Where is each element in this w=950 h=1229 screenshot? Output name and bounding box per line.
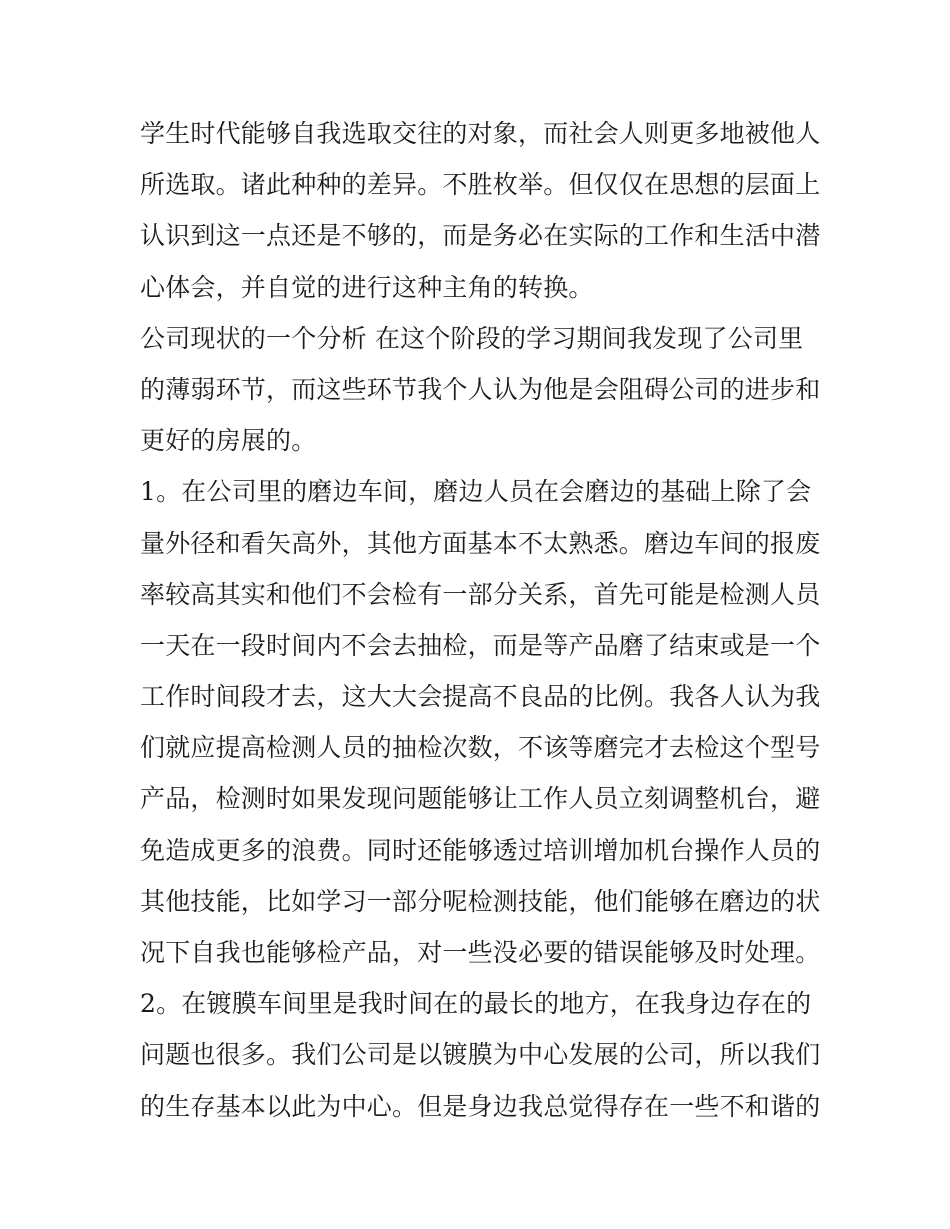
text-line-11: 一天在一段时间内不会去抽检，而是等产品磨了结束或是一个	[140, 630, 821, 660]
text-line-7: 更好的房展的。	[140, 426, 317, 456]
text-line-15: 免造成更多的浪费。同时还能够透过培训增加机台操作人员的	[140, 835, 821, 865]
text-line-2: 所选取。诸此种种的差异。不胜枚举。但仅仅在思想的层面上	[140, 170, 821, 200]
text-line-5: 公司现状的一个分析 在这个阶段的学习期间我发现了公司里	[140, 323, 804, 353]
text-line-16: 其他技能，比如学习一部分呢检测技能，他们能够在磨边的状	[140, 886, 821, 916]
text-line-13: 们就应提高检测人员的抽检次数，不该等磨完才去检这个型号	[140, 733, 821, 763]
text-line-20: 的生存基本以此为中心。但是身边我总觉得存在一些不和谐的	[140, 1091, 821, 1121]
text-line-9: 量外径和看矢高外，其他方面基本不太熟悉。磨边车间的报废	[140, 528, 821, 558]
text-line-8: 1。在公司里的磨边车间，磨边人员在会磨边的基础上除了会	[140, 477, 812, 507]
text-line-4: 心体会，并自觉的进行这种主角的转换。	[140, 272, 594, 302]
text-line-3: 认识到这一点还是不够的，而是务必在实际的工作和生活中潜	[140, 221, 821, 251]
text-line-19: 问题也很多。我们公司是以镀膜为中心发展的公司，所以我们	[140, 1040, 821, 1070]
text-line-1: 学生时代能够自我选取交往的对象，而社会人则更多地被他人	[140, 119, 821, 148]
body-text	[140, 108, 820, 1132]
text-line-12: 工作时间段才去，这大大会提高不良品的比例。我各人认为我	[140, 682, 821, 712]
text-line-18: 2。在镀膜车间里是我时间在的最长的地方，在我身边存在的	[140, 989, 812, 1019]
text-line-6: 的薄弱环节，而这些环节我个人认为他是会阻碍公司的进步和	[140, 374, 821, 404]
text-line-10: 率较高其实和他们不会检有一部分关系，首先可能是检测人员	[140, 579, 821, 609]
text-line-17: 况下自我也能够检产品，对一些没必要的错误能够及时处理。	[140, 938, 821, 967]
text-line-14: 产品，检测时如果发现问题能够让工作人员立刻调整机台，避	[140, 784, 821, 814]
